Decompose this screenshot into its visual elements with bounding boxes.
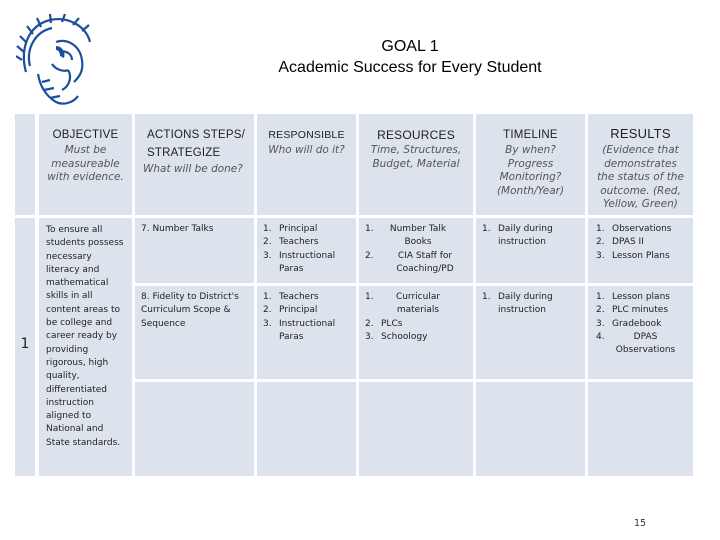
- list-item: 2. DPAS II: [596, 237, 644, 248]
- objective-cell: [39, 218, 132, 476]
- list-item: 2. Teachers: [263, 237, 319, 248]
- header-actions-label-2: STRATEGIZE: [147, 147, 221, 159]
- list-item: 3. Lesson Plans: [596, 250, 670, 261]
- row-1-action: 7. Number Talks: [141, 224, 214, 234]
- row-1-results-list: [594, 223, 689, 263]
- row-2-action: 8. Fidelity to District's Curriculum Scope & Sequence: [141, 292, 239, 329]
- row-2-responsible-cell: [257, 286, 356, 379]
- list-item: 1. Observations: [596, 224, 672, 234]
- objective-text: To ensure all students possess necessary literacy and mathematical skills in all content areas to be college and career ready by providing rigorous, high quality, differentiated instruction aligned to National and State standards.: [46, 225, 124, 448]
- header-blank-cell: [15, 114, 35, 215]
- row-2-results-list: [594, 291, 689, 357]
- header-results-sub: (Evidence that demonstrates the status of the outcome. (Red, Yellow, Green): [597, 144, 684, 210]
- list-item: 1. Lesson plans: [596, 292, 670, 302]
- header-objective: [39, 114, 132, 215]
- list-item: 1. Principal: [263, 224, 318, 234]
- list-item: 1. Number Talk Books: [365, 224, 447, 248]
- row-1-resources-list: [363, 223, 469, 276]
- header-objective-sub: Must be measureable with evidence.: [47, 144, 124, 183]
- row-2-resources-list: [363, 291, 469, 344]
- row-2-timeline-cell: [476, 286, 585, 379]
- row-2-resources-cell: [359, 286, 473, 379]
- row-1-resources-cell: [359, 218, 473, 283]
- header-actions-label-1: ACTIONS STEPS/: [147, 129, 246, 141]
- school-logo-spartan-helmet-icon: [16, 12, 98, 108]
- list-item: 1. Daily during instruction: [482, 224, 553, 248]
- header-results-label: RESULTS: [610, 126, 671, 141]
- list-item: 2. Principal: [263, 305, 318, 316]
- row-1-responsible-list: [261, 223, 354, 276]
- list-item: 2. PLC minutes: [596, 305, 669, 316]
- list-item: 3. Instructional Paras: [263, 318, 336, 342]
- action-plan-table: [15, 114, 693, 476]
- row-1-results-cell: [588, 218, 693, 283]
- row-2-timeline-list: [480, 291, 581, 318]
- header-responsible: [257, 114, 356, 215]
- header-timeline-label: TIMELINE: [503, 129, 558, 141]
- empty-cell: [257, 382, 356, 476]
- header-timeline-sub: By when? Progress Monitoring? (Month/Year): [496, 144, 565, 197]
- empty-cell: [476, 382, 585, 476]
- empty-cell: [588, 382, 693, 476]
- row-1-timeline-list: [480, 223, 581, 250]
- row-1-action-cell: [135, 218, 254, 283]
- list-item: 2. PLCs: [365, 318, 403, 329]
- list-item: 2. CIA Staff for Coaching/PD: [365, 250, 454, 274]
- row-number: 1: [20, 336, 30, 352]
- header-timeline: [476, 114, 585, 215]
- list-item: 3. Gradebook: [596, 318, 662, 329]
- header-actions: [135, 114, 254, 215]
- list-item: 1. Daily during instruction: [482, 292, 553, 316]
- empty-cell: [359, 382, 473, 476]
- row-2-responsible-list: [261, 291, 354, 344]
- header-resources-label: RESOURCES: [377, 128, 455, 142]
- goal-heading: GOAL 1: [381, 38, 439, 55]
- row-2-action-cell: [135, 286, 254, 379]
- list-item: 3. Instructional Paras: [263, 250, 336, 274]
- header-responsible-sub: Who will do it?: [268, 144, 345, 156]
- header-responsible-label: RESPONSIBLE: [268, 129, 345, 141]
- row-1-timeline-cell: [476, 218, 585, 283]
- list-item: 3. Schoology: [365, 331, 428, 342]
- list-item: 1. Teachers: [263, 292, 319, 302]
- list-item: 1. Curricular materials: [365, 292, 441, 316]
- header-objective-label: OBJECTIVE: [52, 129, 119, 141]
- page-number: 15: [633, 518, 647, 529]
- row-2-results-cell: [588, 286, 693, 379]
- page-title-block: [200, 36, 620, 79]
- row-1-responsible-cell: [257, 218, 356, 283]
- header-results: [588, 114, 693, 215]
- header-resources: [359, 114, 473, 215]
- empty-cell: [135, 382, 254, 476]
- header-resources-sub: Time, Structures, Budget, Material: [370, 144, 462, 170]
- goal-subtitle: Academic Success for Every Student: [278, 59, 542, 76]
- header-actions-sub: What will be done?: [143, 163, 243, 175]
- list-item: 4. DPAS Observations: [596, 331, 676, 356]
- row-number-cell: [15, 218, 35, 476]
